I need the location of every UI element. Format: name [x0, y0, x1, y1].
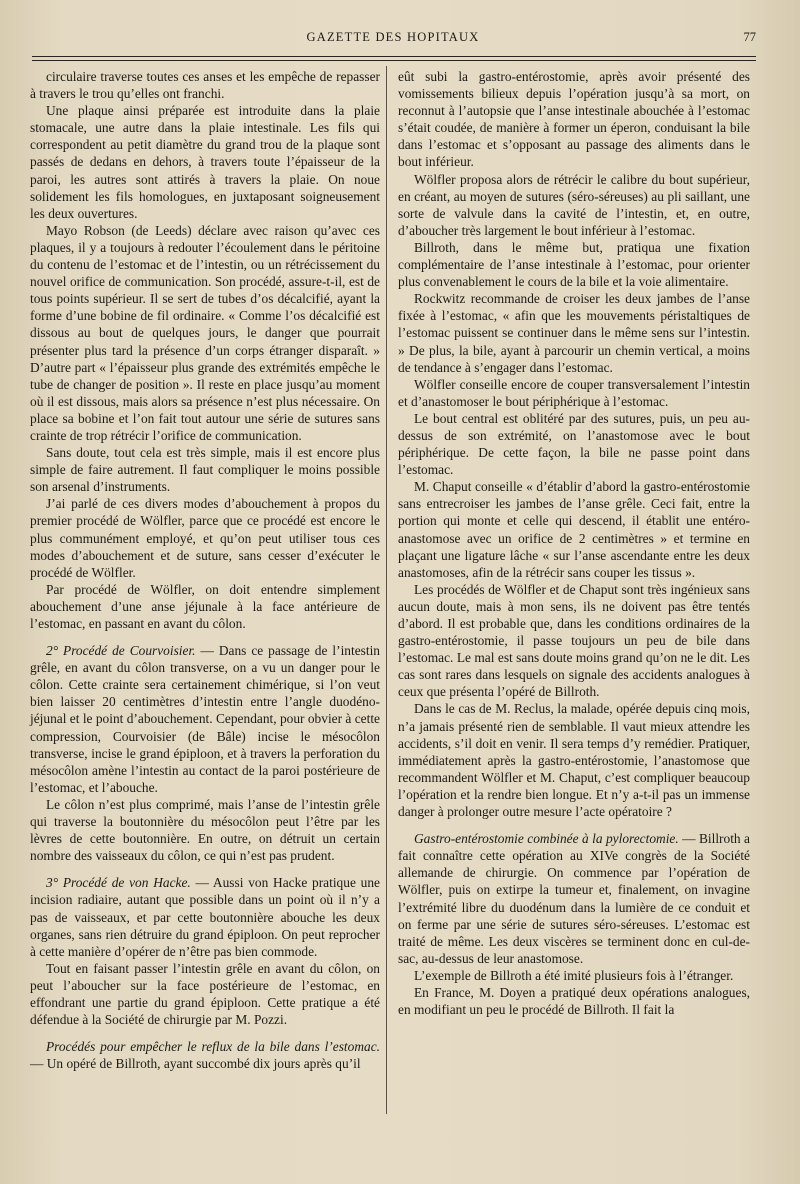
body-paragraph: eût subi la gastro-entérostomie, après avoir présenté des vomissements bilieux depuis l’opération jusqu’à sa mort, on reconnut à l’autopsie que l’anse intestinale abouchée à l’estomac s’était coudée, de manière à former un éperon, conduisant la bile dans l’estomac et s’opposant au passage des aliments dans le bout inférieur.: [398, 69, 750, 170]
section-text: — Billroth a fait connaître cette opération au XIVe congrès de la Société allemande de chirurgie. On commence par l’opération de Wölfler, puis on extirpe la tumeur et, finalement, on invagine l’extrémité libre du duodénum dans la lumière de ce conduit et on ferme par une série de sutures séro-séreuses. L’estomac est traité de même. Les deux viscères se terminent donc en cul-de-sac, au-dessus de leur anastomose.: [398, 831, 750, 966]
body-paragraph: L’exemple de Billroth a été imité plusieurs fois à l’étranger.: [414, 967, 734, 983]
body-paragraph: circulaire traverse toutes ces anses et les empêche de repasser à travers le trou qu’elles ont franchi.: [30, 69, 380, 102]
body-paragraph: Tout en faisant passer l’intestin grêle en avant du côlon, on peut l’aboucher sur la face postérieure de l’estomac, en effondrant une partie du grand épiploon. Cette pratique a été défendue à la Société de chirurgie par M. Pozzi.: [30, 960, 380, 1028]
body-paragraph: Les procédés de Wölfler et de Chaput sont très ingénieux sans aucun doute, mais à mon sens, ils ne doivent pas être tentés d’abord. Il est probable que, dans les conditions ordinaires de la gastro-entérostomie, il passe toujours un peu de bile dans l’estomac. Le mal est sans doute moins grand qu’on ne le dit. Les cas sont rares dans lesquels on signale des accidents analogues à ceux que présenta l’opéré de Billroth.: [398, 581, 750, 700]
section-text: — Un opéré de Billroth, ayant succombé dix jours après qu’il: [30, 1056, 361, 1072]
section-text: — Aussi von Hacke pratique une incision radiaire, autant que possible dans un point où il n’y a pas de vaisseaux, et par cette boutonnière abouche les deux organes, sans rien détruire du grand épiploon. On peut reprocher à cette manière d’opérer de n’être pas bien commode.: [30, 875, 380, 959]
right-column: [398, 68, 750, 1018]
section-paragraph: [398, 830, 750, 967]
body-paragraph: Sans doute, tout cela est très simple, mais il est encore plus simple de faire autrement. Il faut compliquer le moins possible son arsenal d’instruments.: [30, 445, 380, 495]
body-paragraph: Wölfler proposa alors de rétrécir le calibre du bout supérieur, en créant, au moyen de sutures (séro-séreuses) au pli saillant, une sorte de valvule dans la cavité de l’intestin, et, en outre, d’aboucher très largement le bout inférieur à l’estomac.: [398, 171, 750, 238]
section-paragraph: [30, 642, 380, 796]
body-paragraph: En France, M. Doyen a pratiqué deux opérations analogues, en modifiant un peu le procédé de Billroth. Il fait la: [398, 984, 750, 1018]
body-paragraph: Mayo Robson (de Leeds) déclare avec raison qu’avec ces plaques, il y a toujours à redouter l’écoulement dans le péritoine du contenu de l’estomac et de l’intestin, ou un rétrécissement du nouvel orifice de communication. Son procédé, assure-t-il, est de tous points supérieur. Il se sert de tubes d’os décalcifié, ayant la forme d’une bobine de fil ordinaire. « Comme l’os décalcifié est dissous au bout de quelques jours, le danger que pourrait présenter plus tard la présence d’un corps étranger disparaît. » D’autre part « l’épaisseur plus grande des extrémités empêche le tube de changer de position ». Il reste en place jusqu’au moment où il est dissous, mais alors sa présence n’est plus nécessaire. On place sa bobine et l’on fait tout autour une série de sutures sans crainte de trop rétrécir l’orifice de communication.: [30, 222, 380, 443]
left-column: [30, 68, 380, 1072]
body-paragraph: Une plaque ainsi préparée est introduite dans la plaie stomacale, une autre dans la plaie intestinale. Les fils qui correspondent au petit diamètre du grand trou de la plaque sont passés de dedans en dehors, à travers toute l’épaisseur de la paroi, les autres sont attirés à travers la plaie. On noue solidement les fils homologues, en juxtaposant soigneusement les deux ouvertures.: [30, 103, 380, 221]
body-paragraph: Par procédé de Wölfler, on doit entendre simplement abouchement d’une anse jéjunale à la face antérieure de l’estomac, en passant en avant du côlon.: [30, 581, 380, 631]
body-paragraph: Wölfler conseille encore de couper transversalement l’intestin et d’anastomoser le bout périphérique à l’estomac.: [398, 376, 750, 409]
journal-title: GAZETTE DES HOPITAUX: [306, 30, 480, 44]
column-divider: [386, 66, 387, 1114]
section-paragraph: [30, 1038, 380, 1072]
body-paragraph: Billroth, dans le même but, pratiqua une fixation complémentaire de l’anse intestinale à l’estomac, pour orienter plus convenablement le cours de la bile et la voie alimentaire.: [398, 239, 750, 290]
page-number: 77: [743, 30, 756, 44]
header-rule-thin: [32, 60, 756, 61]
section-heading: Procédés pour empêcher le reflux de la bile dans l’estomac.: [46, 1039, 380, 1055]
section-heading: 3° Procédé de von Hacke.: [46, 875, 191, 891]
page-header: [30, 30, 756, 52]
section-text: — Dans ce passage de l’intestin grêle, en avant du côlon transverse, on a vu un danger pour le côlon. Cette crainte sera certainement chimérique, si l’on veut bien laisser 20 centimètres d’intestin entre l’angle duodéno-jéjunal et le point d’abouchement. Cependant, pour obvier à cette compression, Courvoisier (de Bâle) incise le mésocôlon transverse, incise le grand épiploon, et à travers la perforation du mésocôlon amène l’intestin au contact de la paroi postérieure de l’estomac, et l’abouche.: [30, 643, 380, 795]
body-paragraph: M. Chaput conseille « d’établir d’abord la gastro-entérostomie sans entrecroiser les jambes de l’anse grêle. Ceci fait, entre la portion qui monte et celle qui descend, il établit une entéro-anastomose avec un orifice de 2 centimètres » et termine en plaçant une ligature lâche « sur l’anse ascendante entre les deux anastomoses, afin de la rétrécir sans couper les tissus ».: [398, 479, 750, 580]
body-paragraph: Rockwitz recommande de croiser les deux jambes de l’anse fixée à l’estomac, « afin que les mouvements péristaltiques de l’estomac puissent se continuer dans le même sens sur l’intestin. » De plus, la bile, ayant à parcourir un chemin vertical, a moins de tendance à s’engager dans l’estomac.: [398, 291, 750, 375]
header-rule: [32, 56, 756, 57]
section-heading: Gastro-entérostomie combinée à la pylorectomie.: [414, 831, 679, 847]
body-paragraph: Dans le cas de M. Reclus, la malade, opérée depuis cinq mois, n’a jamais présenté rien de semblable. Il vaut mieux attendre les accidents, s’il doit en venir. Il sera temps d’y remédier. Pratiquer, immédiatement après la gastro-entérostomie, l’anastomose que recommandent Wölfler et M. Chaput, c’est compliquer beaucoup l’opération et la rendre bien longue. Et n’y a-t-il pas un immense danger à prolonger outre mesure l’acte opératoire ?: [398, 701, 750, 820]
body-paragraph: Le côlon n’est plus comprimé, mais l’anse de l’intestin grêle qui traverse la boutonnière du mésocôlon peut l’être par les lèvres de cette boutonnière. En outre, on détruit un certain nombre des vaisseaux du côlon, ce qui n’est pas prudent.: [30, 796, 380, 864]
body-paragraph: J’ai parlé de ces divers modes d’abouchement à propos du premier procédé de Wölfler, parce que ce procédé est encore le plus communément employé, et qu’on peut utiliser tous ces modes d’abouchement et de suture, sans cesser d’exécuter le procédé de Wölfler.: [30, 496, 380, 580]
section-paragraph: [30, 874, 380, 959]
section-heading: 2° Procédé de Courvoisier.: [46, 643, 196, 659]
body-paragraph: Le bout central est oblitéré par des sutures, puis, un peu au-dessus de son extrémité, on l’anastomose avec le bout périphérique. De cette façon, la bile ne passe point dans l’estomac.: [398, 410, 750, 478]
